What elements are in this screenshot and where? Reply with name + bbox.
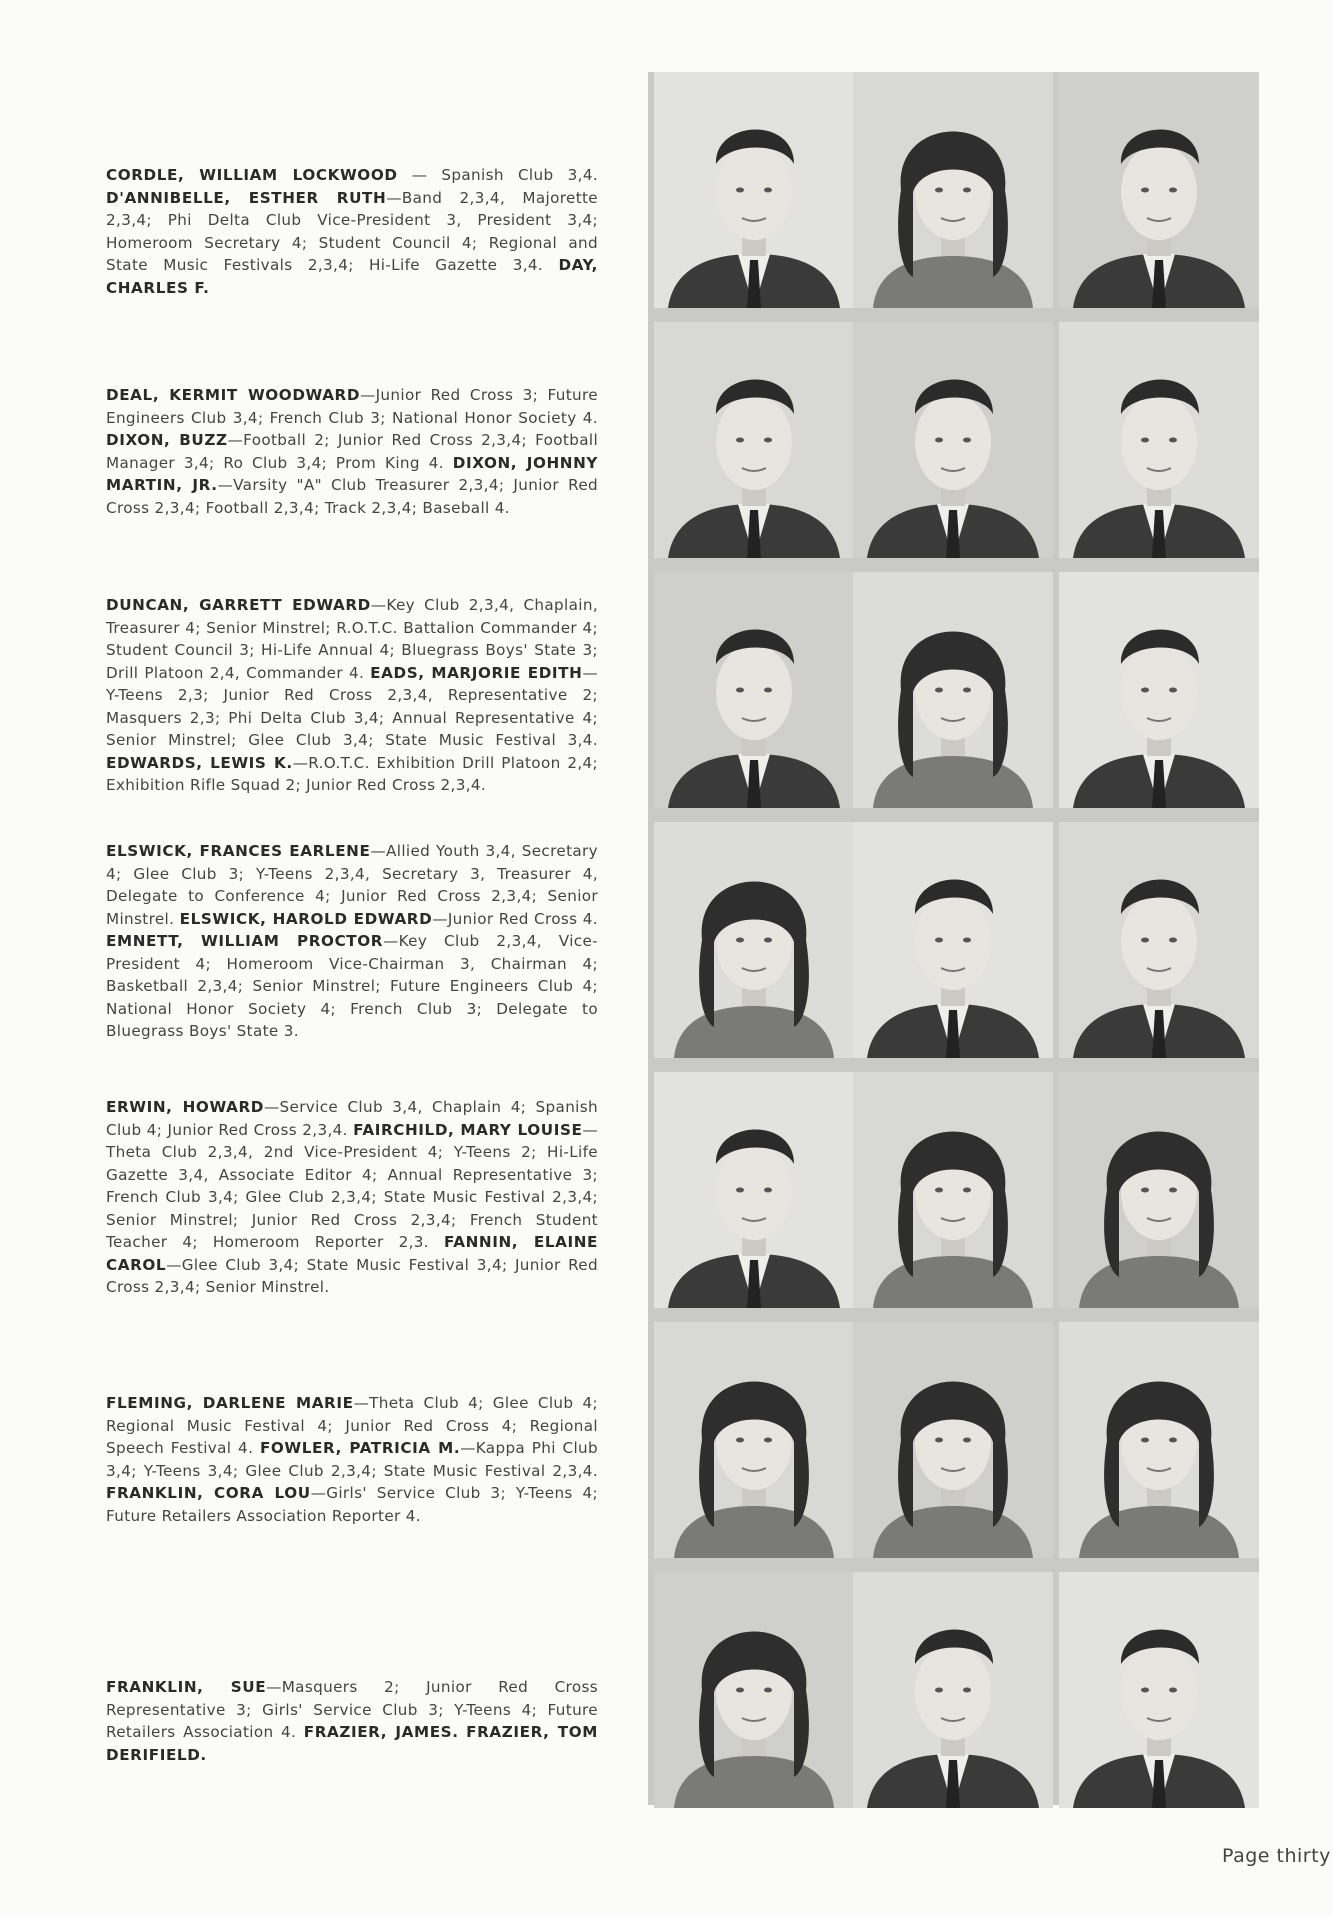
student-name: EMNETT, WILLIAM PROCTOR xyxy=(106,932,384,950)
activities: —Y-Teens 2,3; Junior Red Cross 2,3,4, Representative 2; Masquers 2,3; Phi Delta Club 3,4; Annual Representative 4; Senior Minstrel; Glee Club 3,4; State Music Festival 3,4. xyxy=(106,663,598,749)
student-name: DEAL, KERMIT WOODWARD xyxy=(106,386,361,404)
student-name: ERWIN, HOWARD xyxy=(106,1098,264,1116)
activities: —Kappa Phi Club 3,4; Y-Teens 3,4; Glee Club 2,3,4; State Music Festival 2,3,4. xyxy=(106,1439,599,1480)
portrait-photo xyxy=(654,822,854,1058)
student-name: FOWLER, PATRICIA M. xyxy=(259,1439,461,1457)
student-name: ELSWICK, HAROLD EDWARD xyxy=(179,909,433,928)
portrait-photo xyxy=(654,572,854,808)
activities: —Glee Club 3,4; State Music Festival 3,4; Junior Red Cross 2,3,4; Senior Minstrel. xyxy=(106,1255,598,1296)
entry-row-3 xyxy=(106,594,598,797)
student-name: ELSWICK, FRANCES EARLENE xyxy=(106,842,371,860)
portrait-photo xyxy=(1059,72,1259,308)
student-name: DAY, CHARLES F. xyxy=(106,256,598,297)
activities: —Theta Club 4; Glee Club 4; Regional Music Festival 4; Junior Red Cross 4; Regional Speech Festival 4. xyxy=(106,1394,598,1457)
portrait-photo xyxy=(654,322,854,558)
activities: —Key Club 2,3,4, Chaplain, Treasurer 4; Senior Minstrel; R.O.T.C. Battalion Commander 4; Student Council 3; Hi-Life Annual 4; Bluegrass Boys' State 3; Drill Platoon 2,4, Commander 4. xyxy=(106,596,599,682)
portrait-photo xyxy=(853,72,1053,308)
student-name: FRANKLIN, SUE xyxy=(106,1678,267,1696)
student-name: EADS, MARJORIE EDITH xyxy=(370,663,583,682)
portrait-photo xyxy=(1059,1572,1259,1808)
activities xyxy=(459,1723,467,1741)
portrait-photo xyxy=(853,1072,1053,1308)
student-name: DIXON, JOHNNY MARTIN, JR. xyxy=(106,453,598,494)
student-name: D'ANNIBELLE, ESTHER RUTH xyxy=(106,188,387,207)
portrait-photo xyxy=(654,72,854,308)
activities: —Masquers 2; Junior Red Cross Representative 3; Girls' Service Club 3; Y-Teens 4; Future Retailers Association 4. xyxy=(106,1678,598,1741)
entry-row-5 xyxy=(106,1096,598,1299)
student-name: EDWARDS, LEWIS K. xyxy=(106,753,293,772)
portrait-photo xyxy=(1059,1072,1259,1308)
entry-row-7 xyxy=(106,1676,598,1766)
student-name: DUNCAN, GARRETT EDWARD xyxy=(106,596,371,614)
entry-row-2 xyxy=(106,384,598,519)
activities: — Spanish Club 3,4. xyxy=(397,166,599,184)
activities: —Key Club 2,3,4, Vice-President 4; Homeroom Vice-Chairman 3, Chairman 4; Basketball 2,3,4; Senior Minstrel; Future Engineers Club 4; National Honor Society 4; French Club 3; Delegate to Bluegrass Boys' State 3. xyxy=(106,932,598,1040)
portrait-photo xyxy=(1059,1322,1259,1558)
student-name: CORDLE, WILLIAM LOCKWOOD xyxy=(106,166,398,184)
entry-row-6 xyxy=(106,1392,598,1527)
student-name: FRAZIER, TOM DERIFIELD. xyxy=(106,1723,598,1764)
student-name: FLEMING, DARLENE MARIE xyxy=(106,1394,354,1412)
portrait-photo xyxy=(1059,322,1259,558)
activities: —Allied Youth 3,4, Secretary 4; Glee Club 3; Y-Teens 2,3,4, Secretary 3, Treasurer 4, Delegate to Conference 4; Junior Red Cross 2,3,4; Senior Minstrel. xyxy=(106,842,598,928)
page-number: Page thirty xyxy=(1222,1845,1331,1867)
student-name: FRANKLIN, CORA LOU xyxy=(106,1484,311,1502)
activities: —Theta Club 2,3,4, 2nd Vice-President 4; Y-Teens 2; Hi-Life Gazette 3,4, Associate Editor 4; Annual Representative 3; French Club 3,4; Glee Club 2,3,4; State Music Festival 2,3,4; Senior Minstrel; Junior Red Cross 2,3,4; French Student Teacher 4; Homeroom Reporter 2,3. xyxy=(106,1120,599,1251)
portrait-grid xyxy=(648,72,1259,1805)
activities: —Varsity "A" Club Treasurer 2,3,4; Junior Red Cross 2,3,4; Football 2,3,4; Track 2,3,4; Baseball 4. xyxy=(106,476,598,517)
student-name: DIXON, BUZZ xyxy=(106,431,228,449)
portrait-photo xyxy=(654,1322,854,1558)
activities: —Girls' Service Club 3; Y-Teens 4; Future Retailers Association Reporter 4. xyxy=(106,1484,598,1525)
portrait-photo xyxy=(1059,572,1259,808)
activities: —Junior Red Cross 3; Future Engineers Club 3,4; French Club 3; National Honor Society 4. xyxy=(106,386,598,427)
student-name: FAIRCHILD, MARY LOUISE xyxy=(353,1120,583,1139)
activities: —Service Club 3,4, Chaplain 4; Spanish Club 4; Junior Red Cross 2,3,4. xyxy=(106,1098,598,1139)
student-name: FANNIN, ELAINE CAROL xyxy=(106,1233,599,1274)
portrait-photo xyxy=(654,1072,854,1308)
student-name: FRAZIER, JAMES. xyxy=(303,1723,459,1741)
portrait-photo xyxy=(853,1572,1053,1808)
activities: —R.O.T.C. Exhibition Drill Platoon 2,4; Exhibition Rifle Squad 2; Junior Red Cross 2,3,4. xyxy=(106,753,598,794)
portrait-photo xyxy=(654,1572,854,1808)
portrait-photo xyxy=(853,822,1053,1058)
portrait-photo xyxy=(1059,822,1259,1058)
activities: —Junior Red Cross 4. xyxy=(432,909,598,928)
entry-row-4 xyxy=(106,840,598,1043)
entry-row-1 xyxy=(106,164,598,299)
activities: —Football 2; Junior Red Cross 2,3,4; Football Manager 3,4; Ro Club 3,4; Prom King 4. xyxy=(106,431,599,472)
portrait-photo xyxy=(853,322,1053,558)
activities: —Band 2,3,4, Majorette 2,3,4; Phi Delta Club Vice-President 3, President 3,4; Homeroom Secretary 4; Student Council 4; Regional and State Music Festivals 2,3,4; Hi-Life Gazette 3,4. xyxy=(106,188,598,274)
portrait-photo xyxy=(853,1322,1053,1558)
portrait-photo xyxy=(853,572,1053,808)
